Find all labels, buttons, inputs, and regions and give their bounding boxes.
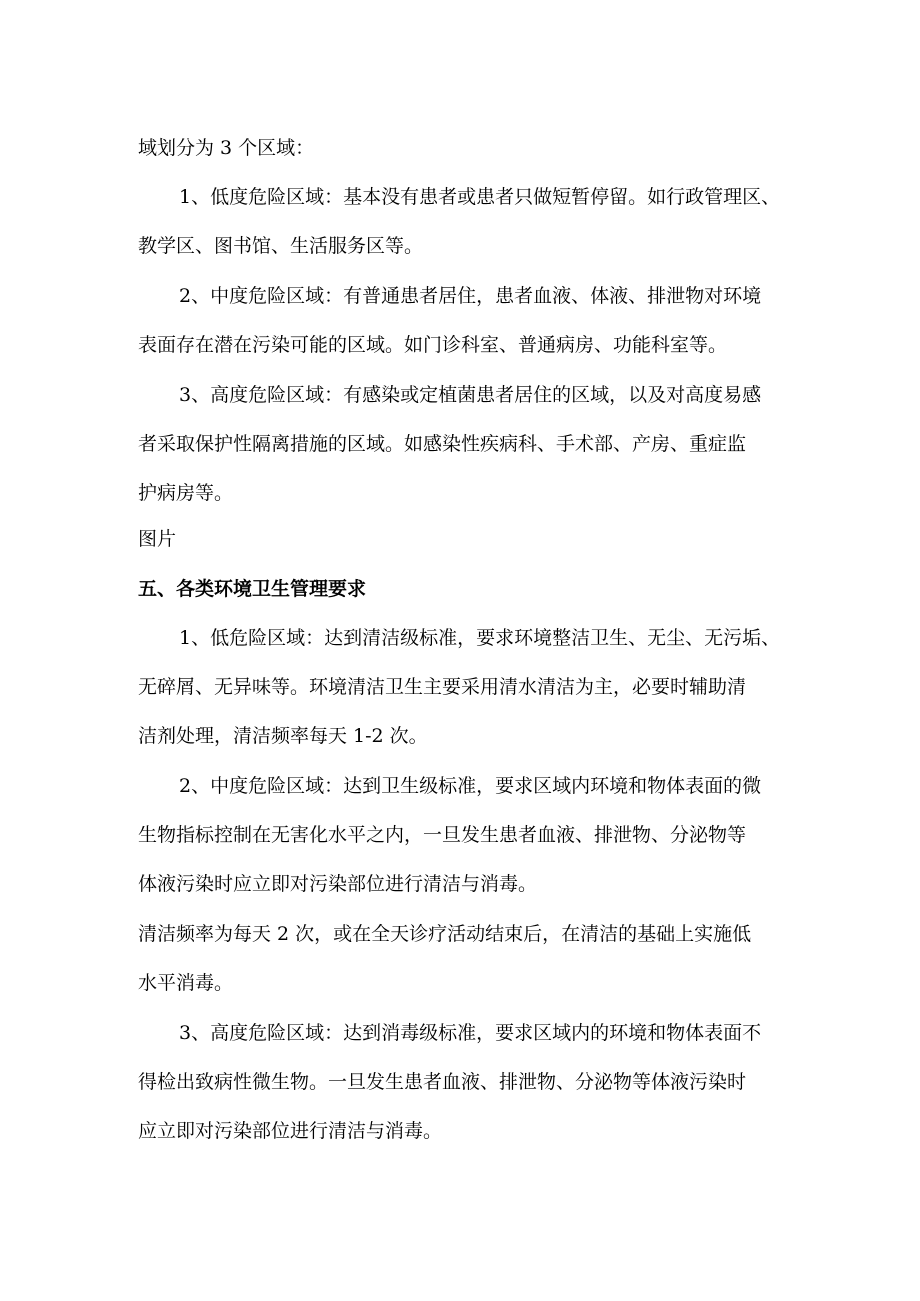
text-line: 应立即对污染部位进行清洁与消毒。 — [138, 1120, 443, 1142]
text-line: 2、中度危险区域：有普通患者居住，患者血液、体液、排泄物对环境 — [179, 285, 762, 307]
text-line: 清洁频率为每天 2 次，或在全天诊疗活动结束后，在清洁的基础上实施低 — [138, 923, 752, 945]
text-line: 护病房等。 — [138, 482, 234, 504]
text-line: 教学区、图书馆、生活服务区等。 — [138, 235, 424, 257]
text-line: 域划分为 3 个区域： — [138, 137, 315, 159]
text-line: 生物指标控制在无害化水平之内，一旦发生患者血液、排泄物、分泌物等 — [138, 824, 747, 846]
text-line: 表面存在潜在污染可能的区域。如门诊科室、普通病房、功能科室等。 — [138, 334, 728, 356]
text-line: 洁剂处理，清洁频率每天 1-2 次。 — [138, 725, 428, 747]
text-line: 3、高度危险区域：达到消毒级标准，要求区域内的环境和物体表面不 — [179, 1022, 762, 1044]
text-line: 1、低危险区域：达到清洁级标准，要求环境整洁卫生、无尘、无污垢、 — [179, 627, 781, 649]
text-line: 水平消毒。 — [138, 972, 234, 994]
text-line: 体液污染时应立即对污染部位进行清洁与消毒。 — [138, 873, 538, 895]
text-line: 得检出致病性微生物。一旦发生患者血液、排泄物、分泌物等体液污染时 — [138, 1071, 747, 1093]
section-heading: 五、各类环境卫生管理要求 — [138, 578, 367, 600]
text-line: 者采取保护性隔离措施的区域。如感染性疾病科、手术部、产房、重症监 — [138, 433, 747, 455]
image-placeholder-text: 图片 — [138, 528, 177, 550]
text-line: 3、高度危险区域：有感染或定植菌患者居住的区域，以及对高度易感 — [179, 384, 762, 406]
text-line: 1、低度危险区域：基本没有患者或患者只做短暂停留。如行政管理区、 — [179, 186, 781, 208]
text-line: 2、中度危险区域：达到卫生级标准，要求区域内环境和物体表面的微 — [179, 775, 762, 797]
text-line: 无碎屑、无异味等。环境清洁卫生主要采用清水清洁为主，必要时辅助清 — [138, 676, 747, 698]
